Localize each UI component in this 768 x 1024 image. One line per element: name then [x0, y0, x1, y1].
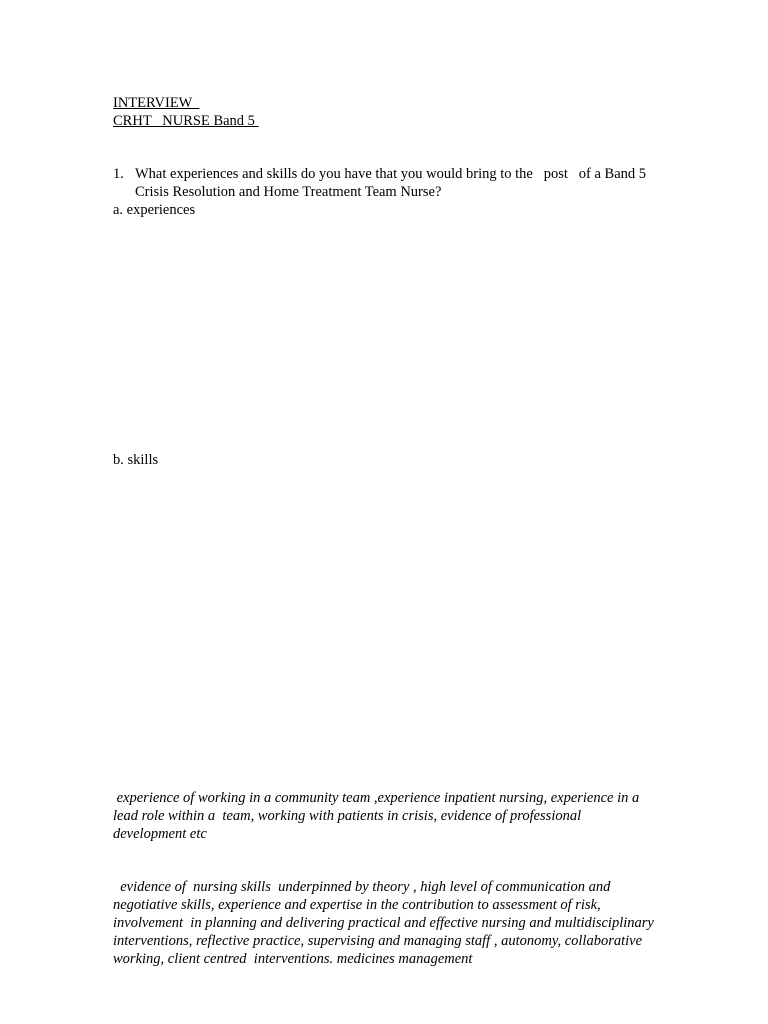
part-b-skills-label: b. skills — [113, 452, 159, 468]
question-number: 1. — [113, 166, 124, 182]
model-answer — [113, 754, 658, 1005]
document-title-role: CRHT NURSE Band 5 — [113, 113, 259, 129]
document-title-interview: INTERVIEW — [113, 95, 200, 111]
question-text: What experiences and skills do you have that you would bring to the post of a Band 5 Crisis Resolution and Home Treatment Team Nurse? — [135, 166, 650, 200]
answer-experiences-paragraph: experience of working in a community team ,experience inpatient nursing, experience in a lead role within a team, working with patients in crisis, evidence of professional development etc — [113, 789, 643, 842]
answer-skills-paragraph: evidence of nursing skills underpinned by theory , high level of communication and negotiative skills, experience and expertise in the contribution to assessment of risk, involvement in planning and delivering practical and effective nursing and multidisciplinary interventions, reflective practice, supervising and managing staff , autonomy, collaborative working, client centred interventions. medicines management — [113, 879, 658, 967]
part-a-experiences-label: a. experiences — [113, 202, 196, 218]
